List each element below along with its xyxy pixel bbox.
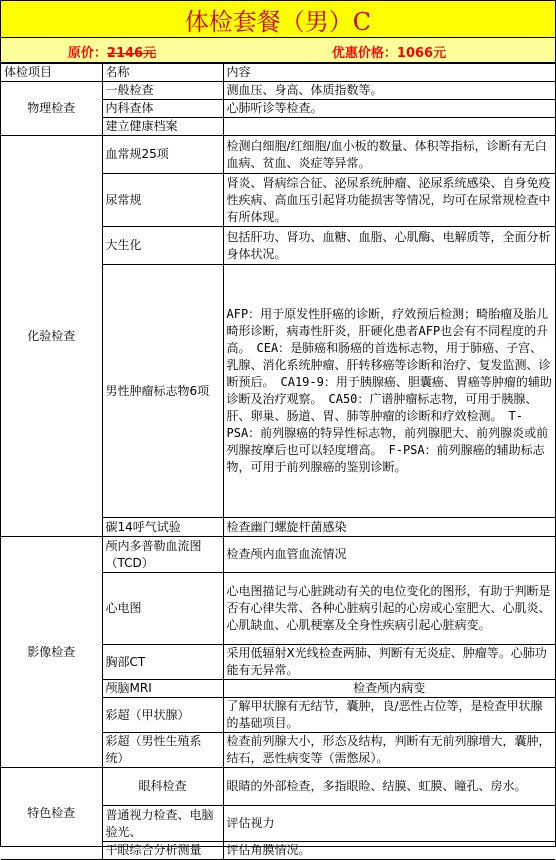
discount-price-value: 1066元 — [396, 46, 447, 61]
category-cell: 特色检查 — [1, 768, 102, 860]
page-title: 体检套餐（男）C — [1, 1, 555, 38]
item-content — [223, 118, 555, 136]
category-cell: 物理检查 — [1, 82, 102, 136]
header-name: 名称 — [102, 64, 223, 82]
header-category: 体检项目 — [1, 64, 102, 82]
item-name: 建立健康档案 — [102, 118, 223, 136]
item-name: 血常规25项 — [102, 136, 223, 174]
table-row — [1, 537, 555, 573]
original-price — [1, 42, 223, 61]
discount-price — [223, 42, 555, 61]
item-name: 尿常规 — [102, 174, 223, 227]
original-price-value: 2146元 — [106, 46, 157, 61]
table-row — [1, 768, 555, 806]
item-content: 眼睛的外部检查，多指眼睑、结膜、虹膜、瞳孔、房水。 — [223, 768, 555, 806]
item-name: 颅脑MRI — [102, 680, 223, 698]
item-name: 男性肿瘤标志物6项 — [102, 265, 223, 518]
item-name: 彩超（男性生殖系统） — [102, 733, 223, 768]
item-name: 胸部CT — [102, 645, 223, 680]
table-row — [1, 82, 555, 100]
item-name: 眼科检查 — [102, 768, 223, 806]
item-name: 大生化 — [102, 227, 223, 265]
item-content: 评估角膜情况。 — [223, 842, 555, 860]
price-row — [1, 38, 555, 63]
item-content: 了解甲状腺有无结节，囊肿，良/恶性占位等，是检查甲状腺的基础项目。 — [223, 698, 555, 733]
item-content: 肾炎、肾病综合征、泌尿系统肿瘤、泌尿系统感染、自身免疫性疾病、高血压引起肾功能损害等情况，均可在尿常规检查中有所体现。 — [223, 174, 555, 227]
category-cell: 化验检查 — [1, 136, 102, 537]
item-content: 检查幽门螺旋杆菌感染 — [223, 518, 555, 537]
item-content: 采用低辐射X光线检查两肺、判断有无炎症、肿瘤等。心肺功能有无异常。 — [223, 645, 555, 680]
item-name: 普通视力检查、电脑验光、 — [102, 806, 223, 842]
item-name: 内科查体 — [102, 100, 223, 118]
item-name: 碳14呼气试验 — [102, 518, 223, 537]
item-content: 测血压、身高、体质指数等。 — [223, 82, 555, 100]
item-content: 心电图描记与心脏跳动有关的电位变化的图形，有助于判断是否有心律失常、各种心脏病引起的心房或心室肥大、心肌炎、心肌缺血、心肌梗塞及全身性疾病引起心脏病变。 — [223, 573, 555, 645]
item-content: 检测白细胞/红细胞/血小板的数量、体积等指标，诊断有无白血病、贫血、炎症等异常。 — [223, 136, 555, 174]
item-content: 包括肝功、肾功、血糖、血脂、心肌酶、电解质等，全面分析身体状况。 — [223, 227, 555, 265]
item-name: 干眼综合分析测量 — [102, 842, 223, 860]
item-name: 一般检查 — [102, 82, 223, 100]
item-content: 评估视力 — [223, 806, 555, 842]
table-row — [1, 136, 555, 174]
header-content: 内容 — [223, 64, 555, 82]
checkup-table — [1, 63, 555, 860]
original-price-label: 原价： — [67, 46, 107, 61]
item-content: 心肺听诊等检查。 — [223, 100, 555, 118]
item-content: AFP：用于原发性肝癌的诊断，疗效预后检测；畸胎瘤及胎儿畸形诊断，病毒性肝炎，肝硬化患者AFP也会有不同程度的升高。 CEA：是肺癌和肠癌的首选标志物，用于肺癌、子宫、乳腺、消化系统肿瘤、肝转移癌等诊断和治疗、复发监测、诊断预后。 CA19-9：用于胰腺癌、胆囊癌、胃癌等肿瘤的辅助诊断及治疗观察。 CA50：广谱肿瘤标志物，可用于胰腺、肝、卵巢、肠道、胃、肺等肿瘤的诊断和疗效检测。 T-PSA：前列腺癌的特异性标志物，前列腺肥大、前列腺炎或前列腺按摩后也可以轻度增高。 F-PSA：前列腺癌的辅助标志物，可用于前列腺癌的鉴别诊断。 — [223, 265, 555, 518]
discount-price-label: 优惠价格： — [331, 46, 397, 61]
item-name: 心电图 — [102, 573, 223, 645]
item-content: 检查前列腺大小，形态及结构，判断有无前列腺增大，囊肿，结石，恶性病变等（需憋尿）。 — [223, 733, 555, 768]
item-content: 检查颅内病变 — [223, 680, 555, 698]
item-name: 彩超（甲状腺） — [102, 698, 223, 733]
category-cell: 影像检查 — [1, 537, 102, 768]
table-header-row — [1, 64, 555, 82]
item-content: 检查颅内血管血流情况 — [223, 537, 555, 573]
item-name: 颅内多普勒血流图（TCD） — [102, 537, 223, 573]
